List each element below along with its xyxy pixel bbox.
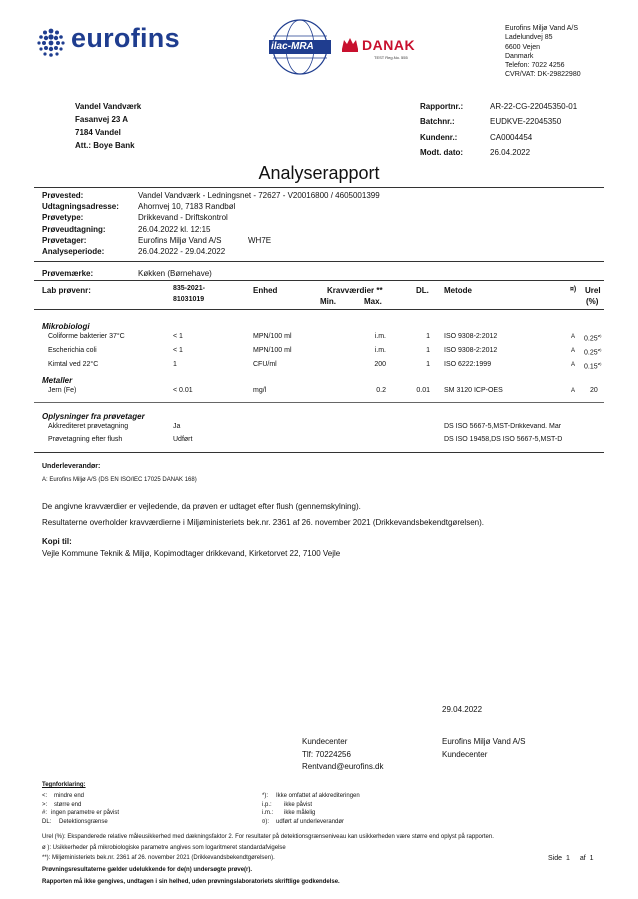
param-urel: $0.15^{ø)}$: [584, 361, 602, 371]
company-line: CVR/VAT: DK-29822980: [505, 71, 581, 79]
eurofins-logo: [34, 24, 182, 58]
sample-value: Eurofins Miljø Vand A/S: [138, 235, 222, 245]
sample-label: Analyseperiode:: [42, 247, 105, 257]
recipient-line: Vandel Vandværk: [75, 102, 142, 111]
danak-reg: TEST Reg.No. 555: [374, 55, 408, 60]
param-value: 1: [173, 361, 177, 368]
param-method: SM 3120 ICP-OES: [444, 387, 503, 394]
customer-number: CA0004454: [490, 132, 533, 142]
sample-no: 835-2021-: [173, 285, 205, 292]
param-dl: 0.01: [416, 387, 430, 394]
ilac-mra-logo: [268, 18, 332, 76]
sample-label: Prøveudtagning:: [42, 224, 106, 234]
table-row: [0, 423, 638, 433]
sample-value: Vandel Vandværk - Ledningsnet - 72627 - V20016800 / 4605001399: [138, 191, 380, 200]
param-unit: mg/l: [253, 387, 267, 394]
divider: [34, 452, 604, 453]
sign-date: 29.04.2022: [442, 705, 483, 714]
param-max: i.m.: [374, 333, 386, 340]
sampler-code: WH7E: [248, 235, 272, 245]
sample-value: Ahornvej 10, 7183 Randbøl: [138, 202, 236, 212]
param-dl: 1: [426, 333, 430, 340]
sample-value: 26.04.2022 - 29.04.2022: [138, 247, 226, 257]
param-dl: 1: [426, 361, 430, 368]
param-name: Coliforme bakterier 37°C: [48, 333, 125, 340]
param-name: Jern (Fe): [48, 387, 77, 394]
sample-value: Drikkevand - Driftskontrol: [138, 213, 228, 223]
param-dl: 1: [426, 347, 430, 354]
copy-title: Kopi til:: [42, 537, 72, 546]
param-acc: A: [571, 348, 576, 354]
param-value: Ja: [173, 423, 181, 430]
param-acc: A: [571, 334, 576, 340]
batch-number: EUDKVE-22045350: [490, 117, 562, 127]
param-value: < 1: [173, 347, 183, 354]
param-name: Kimtal ved 22°C: [48, 361, 99, 368]
param-urel: 20: [590, 387, 598, 394]
param-value: < 0.01: [173, 387, 193, 394]
param-max: 200: [374, 361, 386, 368]
meta-label: Batchnr.:: [420, 117, 455, 127]
table-row: [0, 361, 638, 371]
param-method: ISO 9308-2:2012: [444, 333, 498, 340]
report-meta: [420, 99, 577, 160]
param-name: Escherichia coli: [48, 347, 97, 354]
recipient-address: [75, 100, 141, 152]
legal-footer: [42, 865, 340, 888]
legend-notes: [42, 832, 494, 864]
param-method: DS ISO 5667-5,MST-Drikkevand. Mar: [444, 423, 562, 430]
param-method: ISO 9308-2:2012: [444, 347, 498, 354]
divider: [34, 261, 604, 262]
page-number: Side 1 af 1: [548, 855, 594, 862]
signer-line: Kundecenter: [442, 749, 488, 759]
danak-wordmark: DANAK: [362, 37, 416, 53]
subcontractor-text: A: Eurofins Miljø A/S (DS EN ISO/IEC 17025 DANAK 168): [42, 477, 197, 483]
recipient-line: Att.: Boye Bank: [75, 141, 135, 150]
table-row: [0, 436, 638, 446]
param-name: Prøvetagning efter flush: [48, 436, 123, 443]
col-min: Min.: [320, 297, 336, 306]
divider: [34, 280, 604, 281]
col-urel-pct: (%): [586, 297, 599, 306]
divider: [34, 402, 604, 403]
footer-line: Rapporten må ikke gengives, undtagen i sin helhed, uden prøvningslaboratoriets skriftlige godkendelse.: [42, 878, 340, 885]
company-line: Telefon: 7022 4256: [505, 62, 565, 70]
param-method: DS ISO 19458,DS ISO 5667-5,MST-D: [444, 436, 563, 443]
param-max: i.m.: [374, 347, 386, 354]
recipient-line: 7184 Vandel: [75, 128, 121, 137]
param-value: < 1: [173, 333, 183, 340]
col-urel: Urel: [585, 286, 601, 295]
col-krav: Kravværdier **: [327, 286, 383, 295]
legend-title: Tegnforklaring:: [42, 782, 86, 788]
report-number: AR-22-CG-22045350-01: [490, 102, 578, 111]
legend-note: ø ): Usikkerheder på mikrobiologiske parametre angives som logaritmeret standardafvigelse: [42, 844, 286, 851]
meta-label: Rapportnr.:: [420, 102, 464, 111]
contact-email: Rentvand@eurofins.dk: [302, 762, 384, 771]
param-urel: $0.25^{ø)}$: [584, 347, 602, 357]
note: De angivne kravværdier er vejledende, da prøven er udtaget efter flush (gennemskylning).: [42, 502, 361, 511]
company-line: 6600 Vejen: [505, 43, 541, 51]
sample-no: 81031019: [173, 296, 205, 303]
received-date: 26.04.2022: [490, 147, 531, 157]
subcontractor-title: Underleverandør:: [42, 463, 101, 470]
col-method: Metode: [444, 286, 472, 295]
sample-label: Prøvested:: [42, 191, 84, 200]
crown-icon: [340, 34, 360, 54]
sample-label: Udtagningsadresse:: [42, 202, 119, 212]
meta-label: Kundenr.:: [420, 132, 458, 142]
marking-value: Køkken (Børnehave): [138, 269, 212, 278]
contact-line: Kundecenter: [302, 737, 348, 746]
recipient-line: Fasanvej 23 A: [75, 115, 129, 124]
legend-left: <: mindre end >: større end #: ingen parametre er påvist DL: Detektionsgrænse: [42, 793, 120, 825]
company-line: Danmark: [505, 52, 534, 60]
col-lab: Lab prøvenr:: [42, 286, 91, 295]
section-title: Oplysninger fra prøvetager: [42, 412, 145, 421]
sample-value: 26.04.2022 kl. 12:15: [138, 224, 211, 234]
sample-info: [42, 190, 380, 257]
page-title: Analyserapport: [258, 163, 380, 183]
company-line: Eurofins Miljø Vand A/S: [505, 25, 579, 32]
copy-text: Vejle Kommune Teknik & Miljø, Kopimodtager drikkevand, Kirketorvet 22, 7100 Vejle: [42, 549, 341, 558]
eurofins-dots-icon: [34, 26, 68, 60]
table-row: [0, 333, 638, 343]
col-marker: ¤): [570, 286, 577, 293]
company-line: Ladelundvej 85: [505, 34, 553, 42]
param-value: Udført: [173, 436, 193, 443]
divider: [34, 187, 604, 188]
param-urel: $0.25^{ø)}$: [584, 333, 602, 343]
param-max: 0.2: [376, 387, 386, 394]
table-row: [0, 347, 638, 357]
param-acc: A: [571, 362, 576, 368]
param-unit: CFU/ml: [253, 361, 277, 368]
table-row: [0, 387, 638, 397]
divider: [34, 309, 604, 310]
col-unit: Enhed: [253, 286, 278, 295]
param-method: ISO 6222:1999: [444, 361, 492, 368]
legend-right: *): Ikke omfattet af akkrediteringen i.p.: ikke påvist i.m.: ikke målelig ¤): udført af underleverandør: [262, 793, 360, 825]
meta-label: Modt. dato:: [420, 147, 464, 157]
marking-label: Prøvemærke:: [42, 269, 94, 278]
ilac-label: ilac-MRA: [271, 41, 314, 52]
section-title: Metaller: [42, 376, 73, 385]
col-dl: DL.: [416, 286, 429, 295]
sample-label: Prøvetager:: [42, 235, 87, 245]
company-address: [505, 24, 581, 80]
param-unit: MPN/100 ml: [253, 333, 292, 340]
param-name: Akkrediteret prøvetagning: [48, 423, 129, 430]
param-acc: A: [571, 388, 576, 394]
col-max: Max.: [364, 297, 382, 306]
note: Resultaterne overholder kravværdierne i Miljøministeriets bek.nr. 2361 af 26. november 2021 (Drikkevandsbekendtgørelsen).: [42, 518, 484, 527]
legend-note: Urel (%): Ekspanderede relative måleusikkerhed med dækningsfaktor 2. For resultater på detektionsgrænseniveau kan usikkerheden være større end oplyst på rapporten.: [42, 834, 494, 840]
contact-block: [302, 736, 384, 774]
logo-wordmark: eurofins: [71, 23, 180, 53]
signer-line: Eurofins Miljø Vand A/S: [442, 737, 526, 746]
signer-block: [442, 736, 525, 761]
contact-line: Tlf: 70224256: [302, 749, 351, 759]
footer-line: Prøvningsresultaterne gælder udelukkende for de(n) undersøgte prøve(r).: [42, 867, 253, 873]
param-unit: MPN/100 ml: [253, 347, 292, 354]
section-title: Mikrobiologi: [42, 322, 90, 331]
legend-note: **): Miljøministeriets bek.nr. 2361 af 26. november 2021 (Drikkevandsbekendtgørelsen).: [42, 855, 275, 861]
danak-logo: [340, 34, 424, 64]
sample-label: Prøvetype:: [42, 213, 84, 223]
